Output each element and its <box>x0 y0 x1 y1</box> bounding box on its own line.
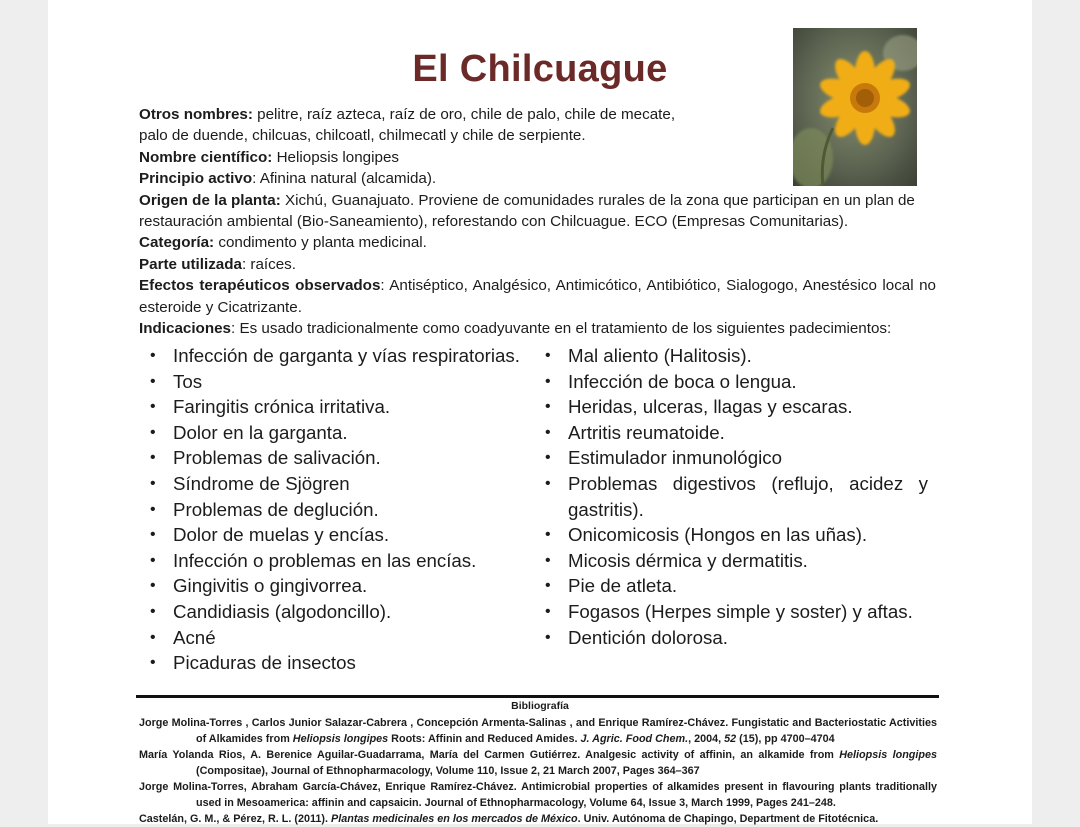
reference <box>139 779 937 811</box>
reference-text: (15), pp 4700–4704 <box>736 733 835 745</box>
list-item: • Problemas de deglución. <box>148 497 538 523</box>
reference <box>139 747 937 779</box>
reference-text: María Yolanda Rios, A. Berenice Aguilar-Guadarrama, María del Carmen Gutiérrez. Analgesic activity of affinin, an alkamide from <box>139 749 840 761</box>
list-item: • Estimulador inmunológico <box>543 445 928 471</box>
reference-italic: 52 <box>724 733 737 745</box>
reference <box>139 811 937 827</box>
list-item: • Artritis reumatoide. <box>543 420 928 446</box>
document-page <box>48 0 1032 824</box>
list-item: • Faringitis crónica irritativa. <box>148 394 538 420</box>
indicaciones <box>139 318 936 339</box>
nombre-cientifico <box>139 147 936 168</box>
reference <box>139 715 937 747</box>
otros-nombres-line1: pelitre, raíz azteca, raíz de oro, chile de palo, chile de mecate, <box>257 106 676 123</box>
origen <box>139 190 936 233</box>
reference-text: Jorge Molina-Torres , Carlos Junior Salazar-Cabrera , Concepción Armenta-Salinas , and Enrique Ramírez-Chávez. Fungistatic and Bacteriostatic Activities of Alkamides from <box>139 717 937 745</box>
bibliography <box>139 715 937 827</box>
reference-text: (Compositae), Journal of Ethnopharmacology, Volume 110, Issue 2, 21 March 2007, Pages 364–367 <box>196 765 700 777</box>
list-item: • Problemas de salivación. <box>148 445 538 471</box>
list-item: • Picaduras de insectos <box>148 650 538 676</box>
plant-info <box>139 104 936 339</box>
indicaciones-value: : Es usado tradicionalmente como coadyuvante en el tratamiento de los siguientes padecimientos: <box>231 320 892 338</box>
nombre-cientifico-value: Heliopsis longipes <box>276 148 399 166</box>
otros-nombres-label: Otros nombres: <box>139 106 253 123</box>
parte-value: : raíces. <box>241 255 296 273</box>
list-item: • Micosis dérmica y dermatitis. <box>543 548 928 574</box>
indications-left-list <box>148 343 538 676</box>
list-item: • Dentición dolorosa. <box>543 625 928 651</box>
list-item: • Pie de atleta. <box>543 573 928 599</box>
reference-text: Roots: Affinin and Reduced Amides. <box>388 733 581 745</box>
parte-label: Parte utilizada <box>139 255 242 273</box>
categoria-value: condimento y planta medicinal. <box>218 234 427 252</box>
reference-italic: Plantas medicinales en los mercados de México <box>331 813 578 825</box>
otros-nombres <box>139 104 936 125</box>
reference-text: . Univ. Autónoma de Chapingo, Department de Fitotécnica. <box>577 813 879 825</box>
otros-nombres-line2: palo de duende, chilcuas, chilcoatl, chilmecatl y chile de serpiente. <box>139 127 586 145</box>
indicaciones-label: Indicaciones <box>139 320 232 338</box>
reference-italic: Heliopsis longipes <box>839 749 937 761</box>
reference-text: Jorge Molina-Torres, Abraham García-Chávez, Enrique Ramírez-Chávez. Antimicrobial properties of alkamides present in flavouring plants traditionally used in Mesoamerica: affinin and capsaicin. Journal of Ethnopharmacology, Volume 64, Issue 3, March 1999, Pages 241–248. <box>139 781 937 809</box>
reference-text: Castelán, G. M., & Pérez, R. L. (2011). <box>139 813 332 825</box>
efectos-value: : Antiséptico, Analgésico, Antimicótico, Antibiótico, Sialogogo, Anestésico local no esteroide y Cicatrizante. <box>139 277 936 316</box>
list-item: • Heridas, ulceras, llagas y escaras. <box>543 394 928 420</box>
origen-value: Xichú, Guanajuato. Proviene de comunidades rurales de la zona que participan en un plan de restauración ambiental (Bio-Saneamiento), reforestando con Chilcuague. ECO (Empresas Comunitarias). <box>139 191 915 231</box>
list-item: • Infección o problemas en las encías. <box>148 548 538 574</box>
bibliography-divider <box>136 695 939 698</box>
reference-italic: Heliopsis longipes <box>292 733 389 745</box>
list-item: • Dolor de muelas y encías. <box>148 522 538 548</box>
list-item: • Fogasos (Herpes simple y soster) y aftas. <box>543 599 928 625</box>
list-item: • Síndrome de Sjögren <box>148 471 538 497</box>
list-item: • Dolor en la garganta. <box>148 420 538 446</box>
list-item: • Infección de boca o lengua. <box>543 369 928 395</box>
list-item: • Gingivitis o gingivorrea. <box>148 573 538 599</box>
categoria-label: Categoría: <box>139 234 215 252</box>
principio-activo-label: Principio activo <box>139 170 253 188</box>
list-item: • Tos <box>148 369 538 395</box>
bibliography-title: Bibliografía <box>511 700 569 712</box>
list-item: • Acné <box>148 625 538 651</box>
categoria <box>139 232 936 253</box>
list-item: • Mal aliento (Halitosis). <box>543 343 928 369</box>
origen-label: Origen de la planta: <box>139 191 281 209</box>
list-item: • Onicomicosis (Hongos en las uñas). <box>543 522 928 548</box>
list-item: • Infección de garganta y vías respiratorias. <box>148 343 538 369</box>
efectos-label: Efectos terapéuticos observados <box>139 277 381 295</box>
principio-activo-value: : Afinina natural (alcamida). <box>252 170 437 188</box>
otros-nombres-cont <box>139 125 936 146</box>
reference-text: , 2004, <box>688 733 725 745</box>
principio-activo <box>139 168 936 189</box>
list-item: • Candidiasis (algodoncillo). <box>148 599 538 625</box>
list-item: • Problemas digestivos (reflujo, acidez y gastritis). <box>543 471 928 522</box>
nombre-cientifico-label: Nombre científico: <box>139 148 273 166</box>
parte-utilizada <box>139 254 936 275</box>
reference-italic: J. Agric. Food Chem. <box>580 733 689 745</box>
page-title: El Chilcuague <box>412 48 668 90</box>
efectos <box>139 275 936 318</box>
indications-right-list <box>543 343 928 650</box>
